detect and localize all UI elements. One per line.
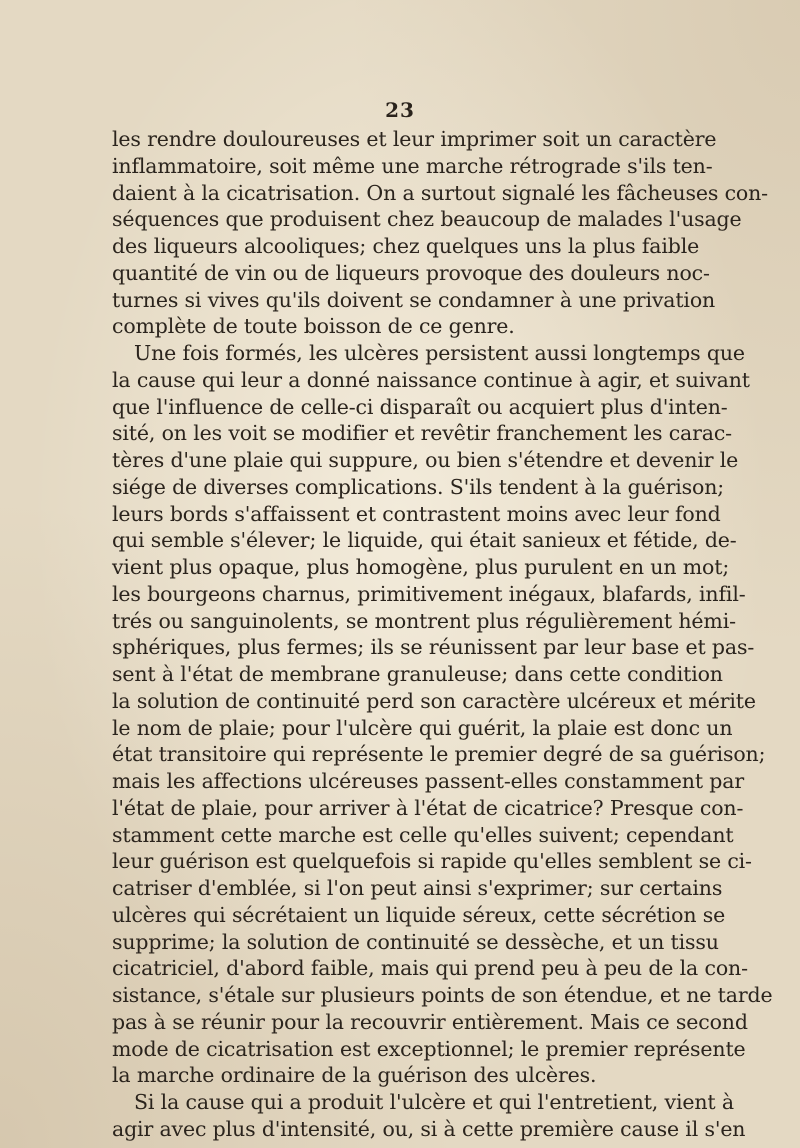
text-line: quantité de vin ou de liqueurs provoque des douleurs noc- bbox=[112, 260, 710, 285]
text-line: turnes si vives qu'ils doivent se condamner à une privation bbox=[112, 287, 716, 312]
text-line: la cause qui leur a donné naissance continue à agir, et suivant bbox=[112, 367, 750, 392]
text-line: la solution de continuité perd son caractère ulcéreux et mérite bbox=[112, 688, 756, 713]
text-line: vient plus opaque, plus homogène, plus purulent en un mot; bbox=[112, 555, 730, 579]
text-line: ulcères qui sécrétaient un liquide séreux, cette sécrétion se bbox=[112, 902, 726, 927]
text-line: qui semble s'élever; le liquide, qui était sanieux et fétide, de- bbox=[112, 528, 737, 553]
text-line: leurs bords s'affaissent et contrastent moins avec leur fond bbox=[112, 501, 721, 526]
text-line: cicatriciel, d'abord faible, mais qui prend peu à peu de la con- bbox=[112, 956, 748, 981]
text-line: sent à l'état de membrane granuleuse; dans cette condition bbox=[112, 662, 723, 686]
text-line: sité, on les voit se modifier et revêtir franchement les carac- bbox=[112, 421, 732, 446]
text-line: mode de cicatrisation est exceptionnel; le premier représente bbox=[112, 1036, 746, 1061]
text-line: agir avec plus d'intensité, ou, si à cette première cause il s'en bbox=[112, 1116, 746, 1141]
text-line: les bourgeons charnus, primitivement inégaux, blafards, infil- bbox=[112, 581, 746, 606]
text-line: des liqueurs alcooliques; chez quelques uns la plus faible bbox=[112, 234, 700, 258]
text-line: catriser d'emblée, si l'on peut ainsi s'exprimer; sur certains bbox=[112, 876, 723, 900]
text-line: que l'influence de celle-ci disparaît ou acquiert plus d'inten- bbox=[112, 394, 728, 419]
text-line: supprime; la solution de continuité se dessèche, et un tissu bbox=[112, 929, 719, 954]
text-line: état transitoire qui représente le premier degré de sa guérison; bbox=[112, 742, 766, 767]
text-line: tères d'une plaie qui suppure, ou bien s'étendre et devenir le bbox=[112, 448, 739, 472]
text-line: sistance, s'étale sur plusieurs points de son étendue, et ne tarde bbox=[112, 983, 773, 1007]
page-number: 23 bbox=[385, 98, 415, 122]
body-text bbox=[112, 126, 773, 1143]
text-line: les rendre douloureuses et leur imprimer soit un caractère bbox=[112, 127, 717, 151]
text-line: séquences que produisent chez beaucoup de malades l'usage bbox=[112, 207, 742, 232]
text-line: siége de diverses complications. S'ils tendent à la guérison; bbox=[112, 474, 725, 499]
text-line: leur guérison est quelquefois si rapide qu'elles semblent se ci- bbox=[112, 849, 752, 874]
text-line: inflammatoire, soit même une marche rétrograde s'ils ten- bbox=[112, 153, 713, 178]
text-line: l'état de plaie, pour arriver à l'état de cicatrice? Presque con- bbox=[112, 795, 744, 820]
text-line: Si la cause qui a produit l'ulcère et qui l'entretient, vient à bbox=[134, 1090, 734, 1114]
text-line: stamment cette marche est celle qu'elles suivent; cependant bbox=[112, 822, 734, 847]
text-line: la marche ordinaire de la guérison des ulcères. bbox=[112, 1063, 597, 1088]
text-line: Une fois formés, les ulcères persistent aussi longtemps que bbox=[134, 341, 745, 365]
text-line: complète de toute boisson de ce genre. bbox=[112, 314, 515, 339]
text-line: pas à se réunir pour la recouvrir entièrement. Mais ce second bbox=[112, 1009, 748, 1034]
text-line: sphériques, plus fermes; ils se réunissent par leur base et pas- bbox=[112, 635, 755, 660]
text-line: mais les affections ulcéreuses passent-elles constamment par bbox=[112, 769, 744, 793]
text-line: trés ou sanguinolents, se montrent plus régulièrement hémi- bbox=[112, 608, 736, 633]
text-line: le nom de plaie; pour l'ulcère qui guérit, la plaie est donc un bbox=[112, 715, 733, 740]
text-line: daient à la cicatrisation. On a surtout signalé les fâcheuses con- bbox=[112, 180, 768, 205]
